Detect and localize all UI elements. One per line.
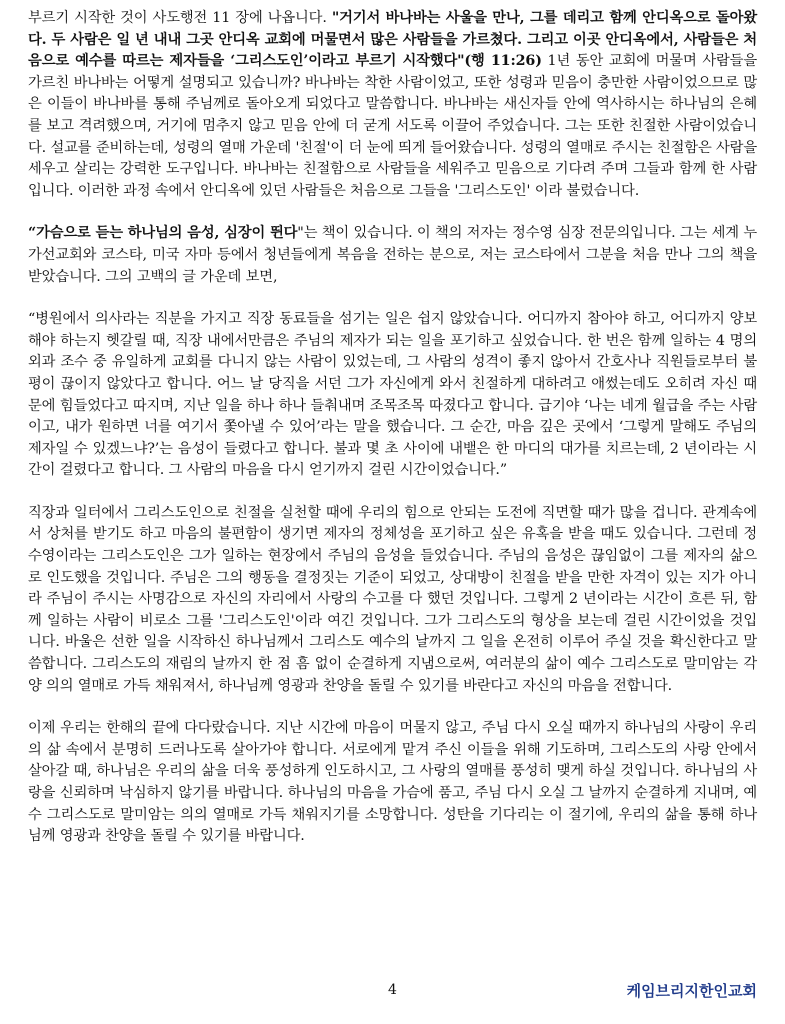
paragraph-book — [28, 223, 757, 288]
paragraph-gap — [28, 202, 757, 223]
paragraph-body-text: "는 책이 있습니다. 이 책의 저자는 정수영 심장 전문의입니다. 그는 세계 누가선교회와 코스타, 미국 자마 등에서 청년들에게 복음을 전하는 분으로, 저는 코스타에서 그분을 처음 만나 그의 책을 받았습니다. 그의 고백의 글 가운데 보면, — [28, 225, 757, 285]
paragraph-quotation: “병원에서 의사라는 직분을 가지고 직장 동료들을 섬기는 일은 쉽지 않았습니다. 어디까지 참아야 하고, 어디까지 양보해야 하는지 헷갈릴 때, 직장 내에서만큼은 주님의 제자가 되는 일을 포기하고 싶었습니다. 한 번은 함께 일하는 4 명의 외과 조수 중 유일하게 교회를 다니지 않는 사람이 있었는데, 그 사람의 성격이 좋지 않아서 간호사나 직원들로부터 불평이 끊이지 않았다고 합니다. 어느 날 당직을 서던 그가 자신에게 와서 친절하게 대하려고 애썼는데도 오히려 자신 때문에 힘들었다고 따지며, 지난 일을 하나 하나 들춰내며 조목조목 따졌다고 합니다. 급기야 ‘나는 네게 월급을 주는 사람이고, 내가 원하면 너를 여기서 쫓아낼 수 있어’라는 말을 했습니다. 그 순간, 마음 깊은 곳에서 ‘그렇게 말해도 주님의 제자일 수 있겠느냐?’는 음성이 들렸다고 합니다. 불과 몇 초 사이에 내뱉은 한 마디의 대가를 치르는데, 2 년이라는 시간이 걸렸다고 합니다. 그 사람의 마음을 다시 얻기까지 걸린 시간이었습니다.” — [28, 311, 757, 479]
paragraph-gap — [28, 288, 757, 309]
scripture-quote: "거기서 바나바는 사울을 만나, 그를 데리고 함께 안디옥으로 돌아왔다. 두 사람은 일 년 내내 그곳 안디옥 교회에 머물면서 많은 사람들을 가르쳤다. 그리고 이곳 안디옥에서, 사람들은 처음으로 예수를 따르는 제자들을 ‘그리스도인’이라고 부르기 시작했다"(행 11:26) — [28, 10, 757, 70]
paragraph-barnabas — [28, 8, 757, 202]
paragraph-workplace: 직장과 일터에서 그리스도인으로 친절을 실천할 때에 우리의 힘으로 안되는 도전에 직면할 때가 많을 겁니다. 관계속에서 상처를 받기도 하고 마음의 불편함이 생기면 제자의 정체성을 포기하고 싶은 유혹을 받을 때도 있습니다. 그런데 정수영이라는 그리스도인은 그가 일하는 현장에서 주님의 음성을 들었습니다. 주님의 음성은 끊임없이 그를 제자의 삶으로 인도했을 것입니다. 주님은 그의 행동을 결정짓는 기준이 되었고, 상대방이 친절을 받을 만한 자격이 있는 지가 아니라 주님이 주시는 사명감으로 자신의 자리에서 사랑의 수고를 다 했던 것입니다. 그렇게 2 년이라는 시간이 흐른 뒤, 함께 일하는 사람이 비로소 그를 '그리스도인'이라 여긴 것입니다. 그가 그리스도의 형상을 보는데 걸린 시간이었을 것입니다. 바울은 선한 일을 시작하신 하나님께서 그리스도 예수의 날까지 그 일을 온전히 이루어 주실 것을 확신한다고 말씀합니다. 그리스도의 재림의 날까지 한 점 흠 없이 순결하게 지냄으로써, 여러분의 삶이 예수 그리스도로 말미암는 각양 의의 열매로 가득 채워져서, 하나님께 영광과 찬양을 돌릴 수 있기를 바란다고 자신의 마음을 전합니다. — [28, 504, 757, 694]
paragraph-intro-text: 부르기 시작한 것이 사도행전 11 장에 나옵니다. — [28, 10, 332, 26]
page-number: 4 — [388, 982, 397, 998]
book-title: “가슴으로 듣는 하나님의 음성, 심장이 뛴다 — [28, 225, 298, 242]
paragraph-gap — [28, 697, 757, 718]
paragraph-gap — [28, 482, 757, 503]
church-name: 케임브리지한인교회 — [626, 982, 757, 1000]
paragraph-conclusion: 이제 우리는 한해의 끝에 다다랐습니다. 지난 시간에 마음이 머물지 않고, 주님 다시 오실 때까지 하나님의 사랑이 우리의 삶 속에서 분명히 드러나도록 살아가야 합니다. 서로에게 맡겨 주신 이들을 위해 기도하며, 그리스도의 사랑 안에서 살아갈 때, 하나님은 우리의 삶을 더욱 풍성하게 인도하시고, 그 사랑의 열매를 풍성히 맺게 하실 것입니다. 하나님의 사랑을 신뢰하며 낙심하지 않기를 바랍니다. 하나님의 마음을 가슴에 품고, 주님 다시 오실 그 날까지 순결하게 지내며, 예수 그리스도로 말미암는 의의 열매로 가득 채워지기를 소망합니다. 성탄을 기다리는 이 절기에, 우리의 삶을 통해 하나님께 영광과 찬양을 돌릴 수 있기를 바랍니다. — [28, 720, 757, 845]
paragraph-body-text: 1년 동안 교회에 머물며 사람들을 가르친 바나바는 어떻게 설명되고 있습니까? 바나바는 착한 사람이었고, 또한 성령과 믿음이 충만한 사람이었으므로 많은 이들이 바나바를 통해 주님께로 돌아오게 되었다고 말씀합니다. 바나바는 새신자들 안에 역사하시는 하나님의 은혜를 보고 격려했으며, 거기에 멈추지 않고 믿음 안에 더 굳게 서도록 이끌어 주었습니다. 그는 또한 친절한 사람이었습니다. 설교를 준비하는데, 성령의 열매 가운데 '친절'이 더 눈에 띄게 들어왔습니다. 성령의 열매로 주시는 친절함은 사람을 세우고 살리는 강력한 도구입니다. 바나바는 친절함으로 사람들을 세워주고 믿음으로 기다려 주며 그들과 함께 한 사람입니다. 이러한 과정 속에서 안디옥에 있던 사람들은 처음으로 그들을 '그리스도인' 이라 불렀습니다. — [28, 53, 758, 199]
